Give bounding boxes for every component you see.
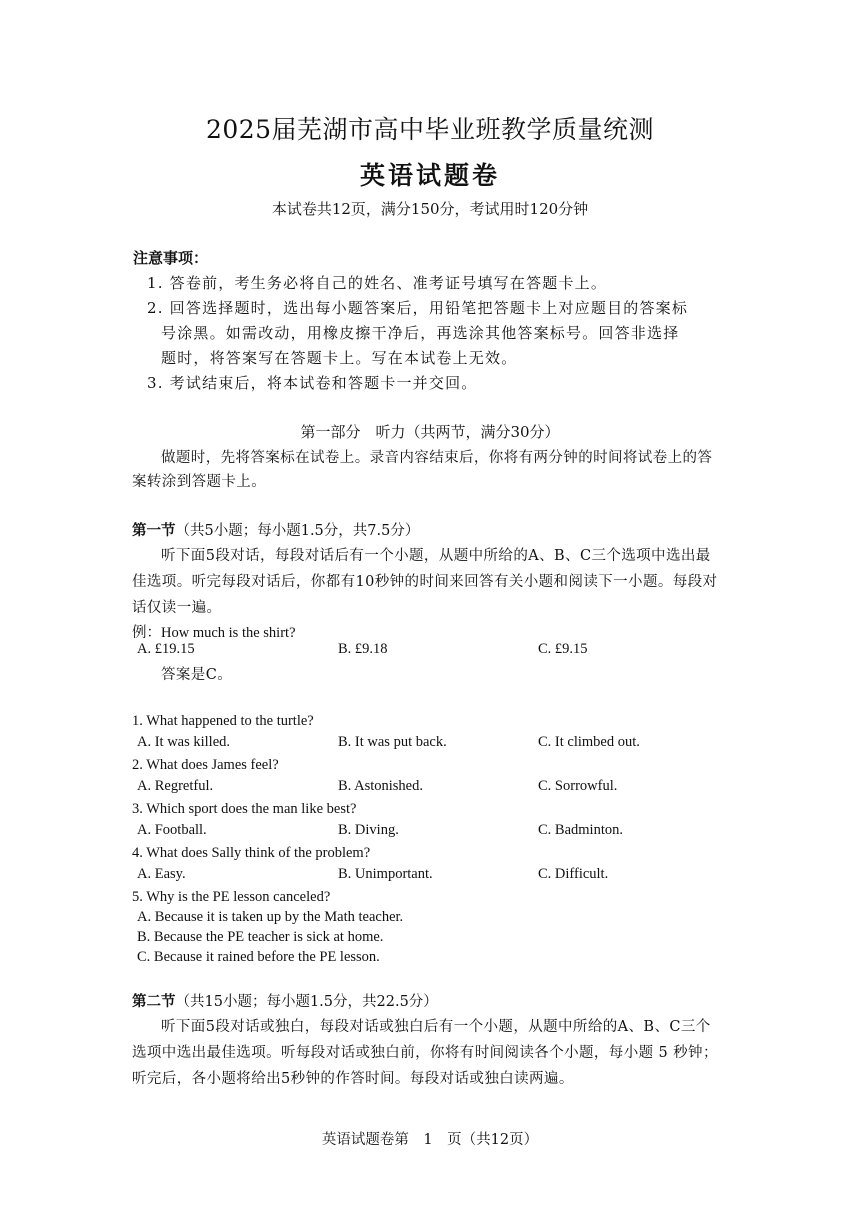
notice-line: 1. 答卷前，考生务必将自己的姓名、准考证号填写在答题卡上。 [147,274,608,292]
section2-label: 第二节 [132,993,176,1010]
question-4-option-a: A. Easy. [137,866,186,882]
question-3: 3. Which sport does the man like best? [132,801,357,817]
section2-instruction-line: 听下面5段对话或独白，每段对话或独白后有一个小题，从题中所给的A、B、C三个 [161,1019,711,1035]
notice-line: 2. 回答选择题时，选出每小题答案后，用铅笔把答题卡上对应题目的答案标 [147,299,689,317]
question-2-option-c: C. Sorrowful. [538,778,618,794]
question-1-option-b: B. It was put back. [338,734,447,750]
example-question: 例：How much is the shirt? [132,625,296,641]
example-option-b: B. £9.18 [338,641,388,657]
example-option-c: C. £9.15 [538,641,588,657]
question-5-option-a: A. Because it is taken up by the Math teacher. [137,909,404,925]
notice-line: 3. 考试结束后，将本试卷和答题卡一并交回。 [147,374,478,392]
question-4-option-c: C. Difficult. [538,866,609,882]
question-1: 1. What happened to the turtle? [132,713,314,729]
exam-info: 本试卷共12页，满分150分，考试用时120分钟 [271,200,589,218]
question-5-option-b: B. Because the PE teacher is sick at home. [137,929,384,945]
question-1-option-a: A. It was killed. [137,734,231,750]
question-3-option-c: C. Badminton. [538,822,623,838]
section1-detail: （共5小题；每小题1.5分，共7.5分） [175,523,420,539]
section2-instruction-line: 听完后，各小题将给出5秒钟的作答时间。每段对话或独白读两遍。 [132,1071,574,1087]
page-footer: 英语试题卷第 1 页（共12页） [321,1132,539,1148]
notice-line: 题时，将答案写在答题卡上。写在本试卷上无效。 [161,349,518,367]
section1-instruction-line: 佳选项。听完每段对话后，你都有10秒钟的时间来回答有关小题和阅读下一小题。每段对 [132,574,718,590]
part1-intro-line: 案转涂到答题卡上。 [132,474,267,490]
example-option-a: A. £19.15 [137,641,195,657]
section1-instruction-line: 听下面5段对话，每段对话后有一个小题，从题中所给的A、B、C三个选项中选出最 [161,548,711,564]
notice-heading: 注意事项： [133,249,209,267]
example-answer: 答案是C。 [161,667,233,683]
question-5-option-c: C. Because it rained before the PE lesson. [137,949,380,965]
question-3-option-b: B. Diving. [338,822,399,838]
section2-instruction-line: 选项中选出最佳选项。听每段对话或独白前，你将有时间阅读各个小题，每小题 5 秒钟； [132,1045,718,1061]
exam-title: 2025届芜湖市高中毕业班教学质量统测 [205,115,655,144]
section1-instruction-line: 话仅读一遍。 [132,600,222,616]
question-2: 2. What does James feel? [132,757,279,773]
part1-title: 第一部分 听力（共两节，满分30分） [300,423,560,441]
question-3-option-a: A. Football. [137,822,207,838]
section2-detail: （共15小题；每小题1.5分，共22.5分） [175,994,438,1010]
question-4-option-b: B. Unimportant. [338,866,433,882]
section1-label: 第一节 [132,522,176,539]
notice-line: 号涂黑。如需改动，用橡皮擦干净后，再选涂其他答案标号。回答非选择 [161,324,680,342]
question-2-option-a: A. Regretful. [137,778,214,794]
section2-header [132,990,438,1011]
part1-intro-line: 做题时，先将答案标在试卷上。录音内容结束后，你将有两分钟的时间将试卷上的答 [161,450,713,466]
section1-header [132,519,419,540]
question-5: 5. Why is the PE lesson canceled? [132,889,331,905]
question-4: 4. What does Sally think of the problem? [132,845,371,861]
question-2-option-b: B. Astonished. [338,778,423,794]
question-1-option-c: C. It climbed out. [538,734,640,750]
exam-subtitle: 英语试题卷 [359,161,500,190]
